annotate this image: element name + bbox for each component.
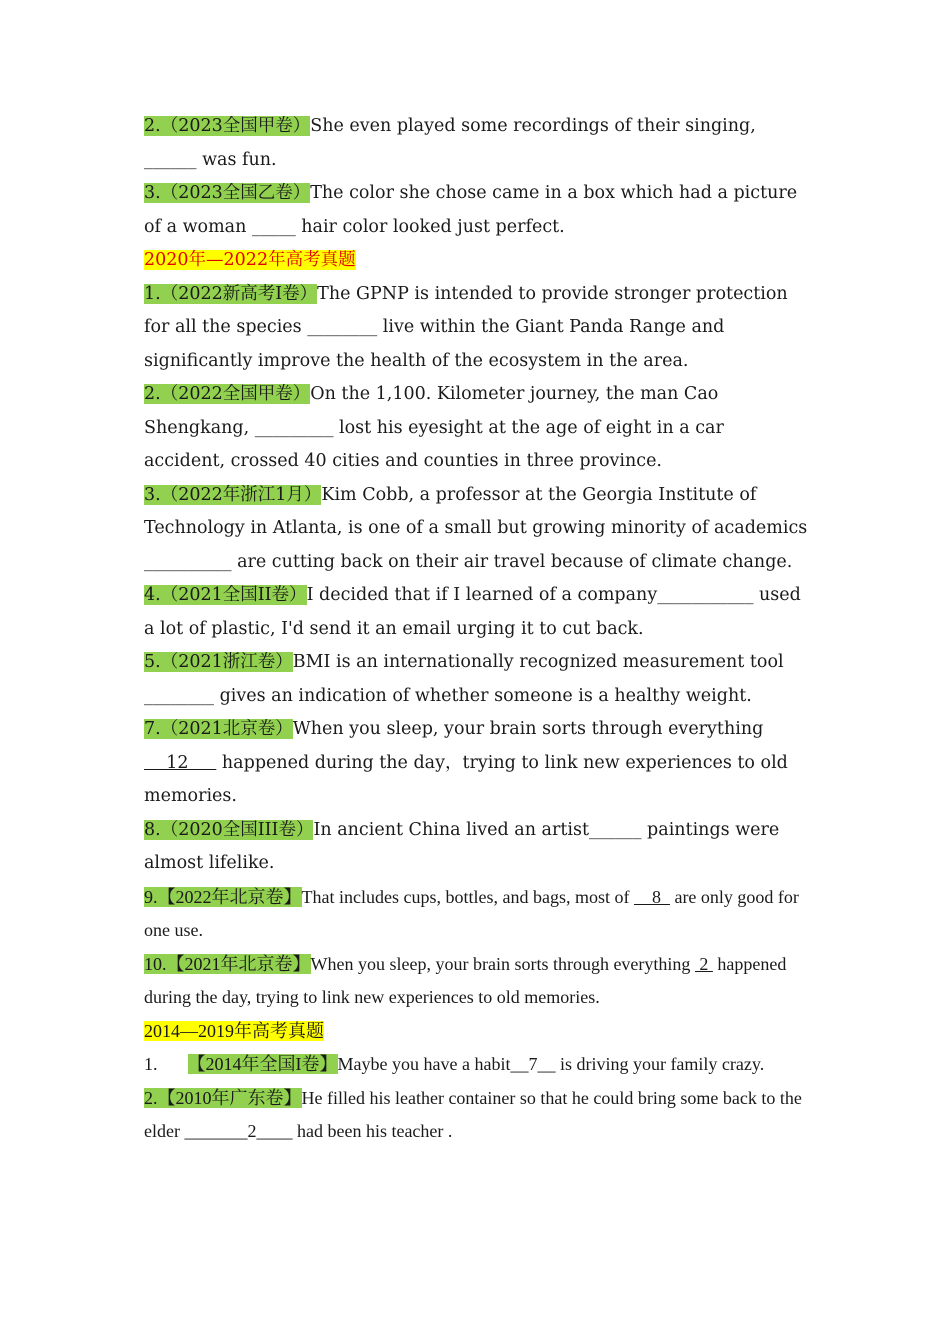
question-text: She even played some recordings of their singing, ______ was fun.	[144, 116, 756, 170]
question-item	[144, 278, 809, 379]
question-source-tag: 4.（2021全国II卷）	[144, 585, 307, 605]
question-text-continued: are only good for one use.	[144, 886, 799, 940]
question-source-tag: 5.（2021浙江卷）	[144, 652, 293, 672]
question-source-tag: 8.（2020全国III卷）	[144, 819, 314, 840]
question-text: Kim Cobb, a professor at the Georgia Institute of Technology in Atlanta, is one of a small but growing minority of academics __________ are cutting back on their air travel because of climate change.	[144, 484, 808, 572]
question-source-tag: 2.（2023全国甲卷）	[144, 116, 311, 136]
question-item	[144, 378, 809, 479]
question-source-tag: 10.【2021年北京卷】	[144, 953, 311, 974]
question-text: Maybe you have a habit__7__ is driving your family crazy.	[337, 1054, 765, 1074]
question-text: That includes cups, bottles, and bags, most of	[301, 886, 634, 907]
question-item	[144, 110, 809, 177]
question-text: I decided that if I learned of a company___________ used a lot of plastic, I'd send it an email urging it to cut back.	[144, 585, 801, 639]
question-source-tag: 2.【2010年广东卷】	[144, 1087, 302, 1108]
question-item	[144, 881, 809, 948]
question-item	[144, 177, 809, 244]
question-source-tag: 7.（2021北京卷）	[144, 719, 293, 739]
question-text: BMI is an internationally recognized measurement tool ________ gives an indication of whether someone is a healthy weight.	[144, 652, 784, 706]
question-text-continued: happened during the day, trying to link new experiences to old memories.	[144, 953, 787, 1007]
question-source-tag: 3.（2023全国乙卷）	[144, 183, 311, 203]
question-source-tag: 2.（2022全国甲卷）	[144, 384, 311, 404]
question-source-tag: 9.【2022年北京卷】	[144, 886, 302, 907]
answer-blank: 2	[694, 953, 713, 974]
section-title: 2020年—2022年高考真题	[144, 250, 356, 270]
document-page	[144, 110, 809, 1149]
question-source-tag: 1.（2022新高考I卷）	[144, 283, 318, 304]
question-text-continued: happened during the day，trying to link new experiences to old memories.	[144, 752, 788, 806]
question-item	[144, 1082, 809, 1149]
question-number: 1.	[144, 1054, 158, 1074]
question-item	[144, 814, 809, 881]
question-item	[144, 1048, 809, 1082]
question-text: In ancient China lived an artist______ paintings were almost lifelike.	[144, 819, 780, 873]
question-item	[144, 948, 809, 1015]
question-text: On the 1,100. Kilometer journey, the man Cao Shengkang, _________ lost his eyesight at the age of eight in a car accident, crossed 40 cities and counties in three province.	[144, 384, 724, 471]
question-source-tag: 3.（2022年浙江1月）	[144, 484, 322, 505]
section-title: 2014—2019年高考真题	[144, 1020, 324, 1041]
question-text: When you sleep, your brain sorts through everything	[310, 953, 695, 974]
answer-blank: 12	[144, 752, 217, 773]
question-text: He filled his leather container so that he could bring some back to the elder _______2____ had been his teacher .	[144, 1087, 802, 1141]
section-heading	[144, 244, 809, 278]
question-text: The color she chose came in a box which had a picture of a woman _____ hair color looked just perfect.	[144, 183, 798, 237]
question-item	[144, 713, 809, 814]
question-source-tag: 【2014年全国I卷】	[187, 1054, 338, 1074]
question-text: When you sleep, your brain sorts through everything	[292, 719, 764, 739]
section-heading	[144, 1015, 809, 1049]
question-item	[144, 579, 809, 646]
answer-blank: 8	[633, 886, 670, 907]
question-item	[144, 646, 809, 713]
question-item	[144, 479, 809, 580]
question-text: The GPNP is intended to provide stronger protection for all the species ________ live within the Giant Panda Range and significantly improve the health of the ecosystem in the area.	[144, 283, 788, 371]
